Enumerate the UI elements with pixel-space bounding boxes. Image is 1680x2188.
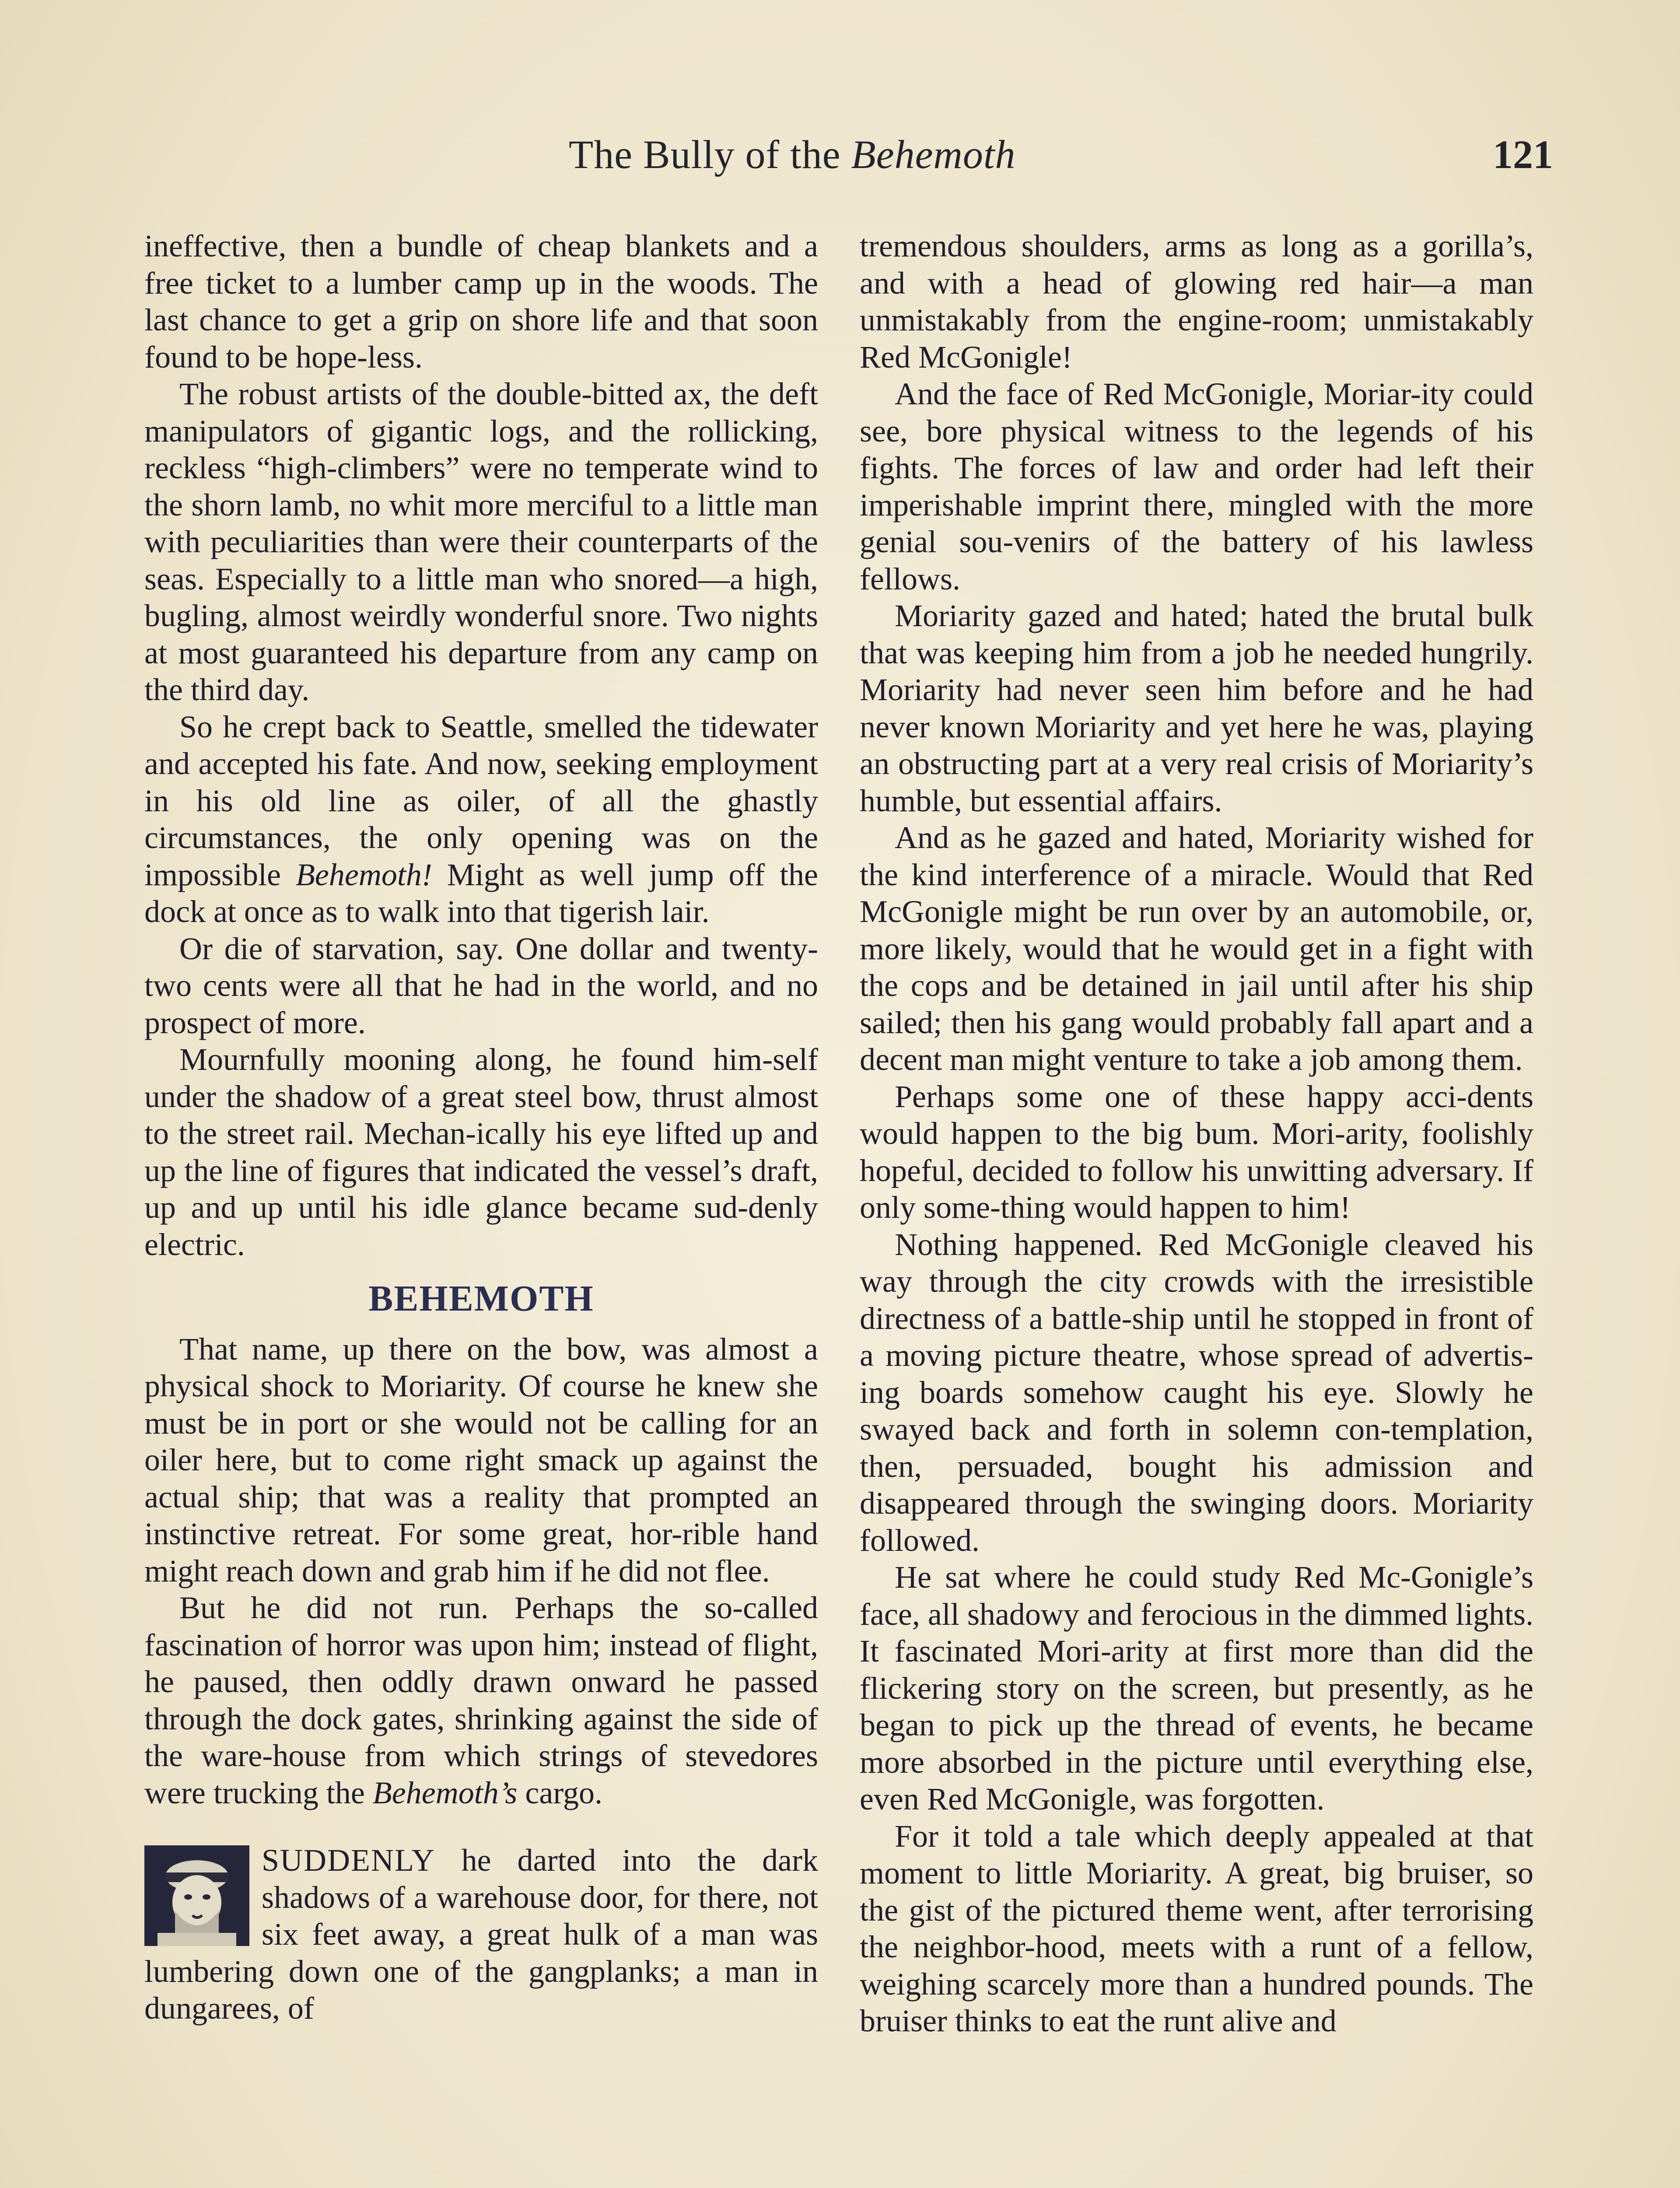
paragraph: For it told a tale which deeply appealed at that moment to little Moriarity. A great, big bruiser, so the gist of the pictured theme went, after terrorising the neighbor-hood, meets with a runt of a fellow, weighing scarcely more than a hundred pounds. The bruiser thinks to eat the runt alive and bbox=[860, 1818, 1533, 2038]
sailor-portrait-icon bbox=[144, 1845, 249, 1946]
left-column bbox=[144, 228, 818, 2027]
paragraph: And the face of Red McGonigle, Moriar-ity could see, bore physical witness to the legends of his fights. The forces of law and order had left their imperishable imprint there, mingled with the more genial sou-venirs of the battery of his lawless fellows. bbox=[860, 376, 1533, 596]
ship-name: Behemoth! bbox=[295, 857, 432, 892]
section-heading: BEHEMOTH bbox=[368, 1278, 594, 1319]
running-header bbox=[0, 131, 1680, 193]
paragraph: That name, up there on the bow, was almost a physical shock to Moriarity. Of course he knew she must be in port or she would not be calling for an oiler here, but to come right smack up against the actual ship; that was a reality that prompted an instinctive retreat. For some great, hor-rible hand might reach down and grab him if he did not flee. bbox=[144, 1331, 818, 1588]
running-title-italic: Behemoth bbox=[851, 132, 1016, 177]
paragraph: Perhaps some one of these happy acci-dents would happen to the big bum. Mori-arity, foolishly hopeful, decided to follow his unwitting adversary. If only some-thing would happen to him! bbox=[860, 1079, 1533, 1225]
running-title: The Bully of the Behemoth bbox=[569, 132, 1016, 177]
paragraph: But he did not run. Perhaps the so-called fascination of horror was upon him; instead of flight, he paused, then oddly drawn onward he passed through the dock gates, shrinking against the side of the ware-house from which strings of stevedores were trucking the Behemoth’s cargo. bbox=[144, 1590, 818, 1810]
ship-name: Behemoth’s bbox=[372, 1775, 518, 1810]
paragraph: So he crept back to Seattle, smelled the tidewater and accepted his fate. And now, seeking employment in his old line as oiler, of all the ghastly circumstances, the only opening was on the impossible Behemoth! Might as well jump off the dock at once as to walk into that tigerish lair. bbox=[144, 709, 818, 929]
paragraph: Mournfully mooning along, he found him-self under the shadow of a great steel bow, thrust almost to the street rail. Mechan-ically his eye lifted up and up the line of figures that indicated the vessel’s draft, up and up until his idle glance became sud-denly electric. bbox=[144, 1042, 818, 1262]
paragraph: He sat where he could study Red Mc-Gonigle’s face, all shadowy and ferocious in the dimmed lights. It fascinated Mori-arity at first more than did the flickering story on the screen, but presently, as he began to pick up the thread of events, he became more absorbed in the picture until everything else, even Red McGonigle, was forgotten. bbox=[860, 1560, 1533, 1816]
dropcap-paragraph: SUDDENLY he darted into the dark shadows of a warehouse door, for there, not six feet away, a great hulk of a man was lumbering down one of the gangplanks; a man in dungarees, of bbox=[144, 1843, 818, 2026]
paragraph: tremendous shoulders, arms as long as a gorilla’s, and with a head of glowing red hair—a man unmistakably from the engine-room; unmistakably Red McGonigle! bbox=[860, 228, 1533, 375]
paragraph: Or die of starvation, say. One dollar and twenty-two cents were all that he had in the world, and no prospect of more. bbox=[144, 931, 818, 1040]
paragraph: And as he gazed and hated, Moriarity wished for the kind interference of a miracle. Would that Red McGonigle might be run over by an automobile, or, more likely, would that he would get in a fight with the cops and be detained in jail until after his ship sailed; then his gang would probably fall apart and a decent man might venture to take a job among them. bbox=[860, 820, 1533, 1077]
dropcap-illustration bbox=[144, 1845, 249, 1946]
paragraph: ineffective, then a bundle of cheap blankets and a free ticket to a lumber camp up in the woods. The last chance to get a grip on shore life and that soon found to be hope-less. bbox=[144, 228, 818, 375]
page-number: 121 bbox=[1493, 132, 1553, 177]
paragraph: Moriarity gazed and hated; hated the brutal bulk that was keeping him from a job he needed hungrily. Moriarity had never seen him before and he had never known Moriarity and yet here he was, playing an obstructing part at a very real crisis of Moriarity’s humble, but essential affairs. bbox=[860, 598, 1533, 818]
right-column bbox=[860, 228, 1533, 2040]
paragraph: The robust artists of the double-bitted ax, the deft manipulators of gigantic logs, and the rollicking, reckless “high-climbers” were no temperate wind to the shorn lamb, no whit more merciful to a little man with peculiarities than were their counterparts of the seas. Especially to a little man who snored—a high, bugling, almost weirdly wonderful snore. Two nights at most guaranteed his departure from any camp on the third day. bbox=[144, 376, 818, 707]
paragraph: Nothing happened. Red McGonigle cleaved his way through the city crowds with the irresistible directness of a battle-ship until he stopped in front of a moving picture theatre, whose spread of advertis-ing boards somehow caught his eye. Slowly he swayed back and forth in solemn con-templation, then, persuaded, bought his admission and disappeared through the swinging doors. Moriarity followed. bbox=[860, 1227, 1533, 1558]
dropcap-word: SUDDENLY bbox=[262, 1843, 435, 1878]
